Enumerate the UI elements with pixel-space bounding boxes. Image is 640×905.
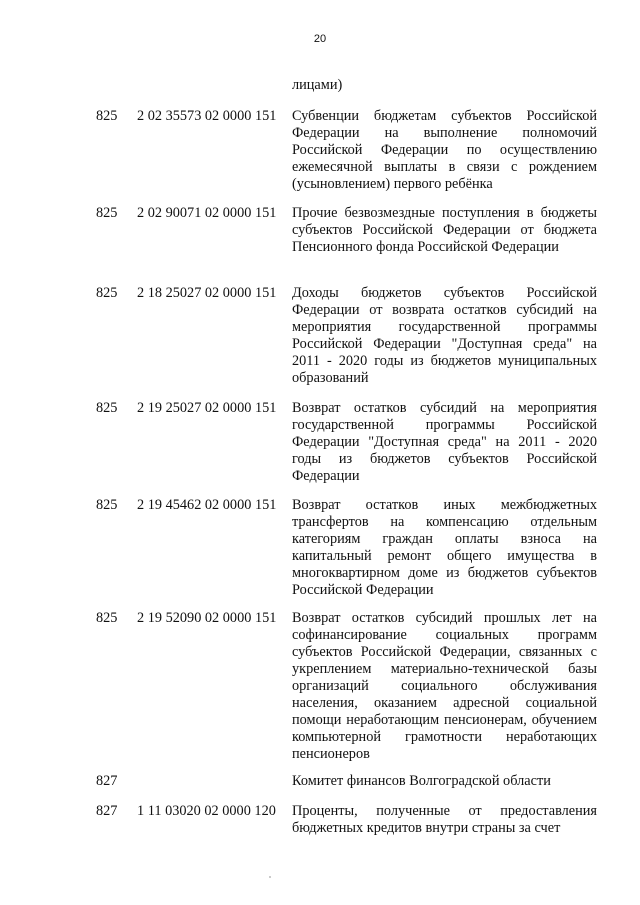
carryover-text: лицами)	[292, 77, 343, 93]
budget-classification-code: 2 02 90071 02 0000 151	[137, 205, 277, 221]
admin-code: 825	[96, 497, 118, 513]
admin-code: 825	[96, 205, 118, 221]
section-heading: Комитет финансов Волгоградской области	[292, 773, 551, 789]
admin-code: 825	[96, 610, 118, 626]
admin-code: 825	[96, 285, 118, 301]
row-description: Возврат остатков субсидий прошлых лет на софинансирование социальных программ субъектов Российской Федерации, связанных с укреплением материально-технической базы организаций социального обслуживания населения, оказанием адресной социальной помощи неработающим пенсионерам, обучением компьютерной грамотности неработающих пенсионеров	[292, 610, 597, 762]
row-description: Возврат остатков субсидий на мероприятия государственной программы Российской Федерации "Доступная среда" на 2011 - 2020 годы из бюджетов субъектов Российской Федерации	[292, 400, 597, 484]
page-number: 20	[313, 33, 327, 45]
row-description: Проценты, полученные от предоставления бюджетных кредитов внутри страны за счет	[292, 803, 597, 836]
budget-classification-code: 2 18 25027 02 0000 151	[137, 285, 277, 301]
budget-classification-code: 1 11 03020 02 0000 120	[137, 803, 276, 819]
budget-classification-code: 2 19 52090 02 0000 151	[137, 610, 277, 626]
admin-code: 827	[96, 803, 118, 819]
row-description: Возврат остатков иных межбюджетных трансфертов на компенсацию отдельным категориям граждан оплаты взноса на капитальный ремонт общего имущества в многоквартирном доме из бюджетов субъектов Российской Федерации	[292, 497, 597, 598]
budget-classification-code: 2 19 45462 02 0000 151	[137, 497, 277, 513]
budget-classification-code: 2 19 25027 02 0000 151	[137, 400, 277, 416]
row-description: Субвенции бюджетам субъектов Российской Федерации на выполнение полномочий Российской Федерации по осуществлению ежемесячной выплаты в связи с рождением (усыновлением) первого ребёнка	[292, 108, 597, 192]
admin-code: 825	[96, 108, 118, 124]
admin-code: 825	[96, 400, 118, 416]
row-description: Прочие безвозмездные поступления в бюджеты субъектов Российской Федерации от бюджета Пенсионного фонда Российской Федерации	[292, 205, 597, 255]
row-description: Доходы бюджетов субъектов Российской Федерации от возврата остатков субсидий на мероприятия государственной программы Российской Федерации "Доступная среда" на 2011 - 2020 годы из бюджетов муниципальных образований	[292, 285, 597, 386]
scan-artifact	[269, 876, 271, 878]
budget-classification-code: 2 02 35573 02 0000 151	[137, 108, 277, 124]
admin-code: 827	[96, 773, 118, 789]
